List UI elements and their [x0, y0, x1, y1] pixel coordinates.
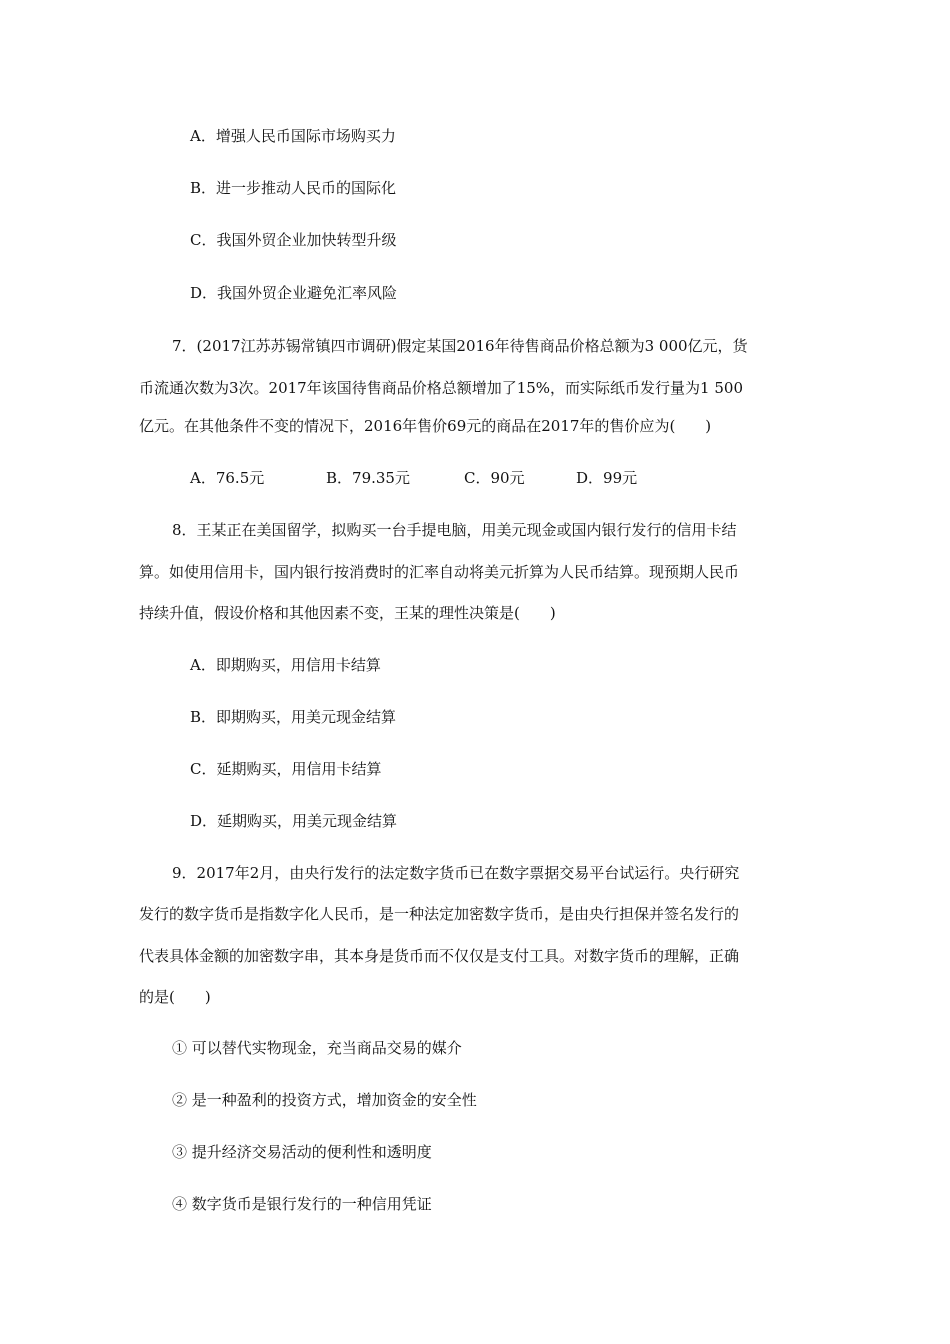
q7-stem-line-1: 7．(2017江苏苏锡常镇四市调研)假定某国2016年待售商品价格总额为3 000亿元，货 — [172, 337, 748, 355]
q7-option-a: A．76.5元 — [190, 469, 265, 487]
q7-stem-line-2: 币流通次数为3次。2017年该国待售商品价格总额增加了15%，而实际纸币发行量为1 500 — [139, 379, 744, 397]
q8-option-c: C．延期购买，用信用卡结算 — [190, 760, 382, 778]
q8-option-a: A．即期购买，用信用卡结算 — [190, 656, 381, 674]
q9-statement-3: ③ 提升经济交易活动的便利性和透明度 — [172, 1143, 432, 1161]
q7-stem-line-3: 亿元。在其他条件不变的情况下，2016年售价69元的商品在2017年的售价应为( ) — [139, 417, 712, 435]
q6-option-a: A．增强人民币国际市场购买力 — [190, 127, 396, 145]
q6-option-b: B．进一步推动人民币的国际化 — [190, 179, 397, 197]
q6-option-d: D．我国外贸企业避免汇率风险 — [190, 284, 398, 302]
q9-statement-4: ④ 数字货币是银行发行的一种信用凭证 — [172, 1195, 432, 1213]
q9-stem-line-2: 发行的数字货币是指数字化人民币，是一种法定加密数字货币，是由央行担保并签名发行的 — [139, 905, 740, 923]
q9-stem-line-1: 9．2017年2月，由央行发行的法定数字货币已在数字票据交易平台试运行。央行研究 — [172, 864, 740, 882]
q8-stem-line-3: 持续升值，假设价格和其他因素不变，王某的理性决策是( ) — [139, 604, 556, 622]
q6-option-c: C．我国外贸企业加快转型升级 — [190, 231, 397, 249]
q9-stem-line-3: 代表具体金额的加密数字串，其本身是货币而不仅仅是支付工具。对数字货币的理解，正确 — [139, 947, 740, 965]
q8-stem-line-2: 算。如使用信用卡，国内银行按消费时的汇率自动将美元折算为人民币结算。现预期人民币 — [139, 563, 740, 581]
q7-option-d: D．99元 — [576, 469, 638, 487]
q8-stem-line-1: 8．王某正在美国留学，拟购买一台手提电脑，用美元现金或国内银行发行的信用卡结 — [172, 521, 737, 539]
q9-stem-line-4: 的是( ) — [139, 988, 211, 1006]
q7-option-c: C．90元 — [464, 469, 525, 487]
q7-option-b: B．79.35元 — [326, 469, 410, 487]
q8-option-d: D．延期购买，用美元现金结算 — [190, 812, 398, 830]
q8-option-b: B．即期购买，用美元现金结算 — [190, 708, 397, 726]
q9-statement-2: ② 是一种盈利的投资方式，增加资金的安全性 — [172, 1091, 477, 1109]
q9-statement-1: ① 可以替代实物现金，充当商品交易的媒介 — [172, 1039, 462, 1057]
